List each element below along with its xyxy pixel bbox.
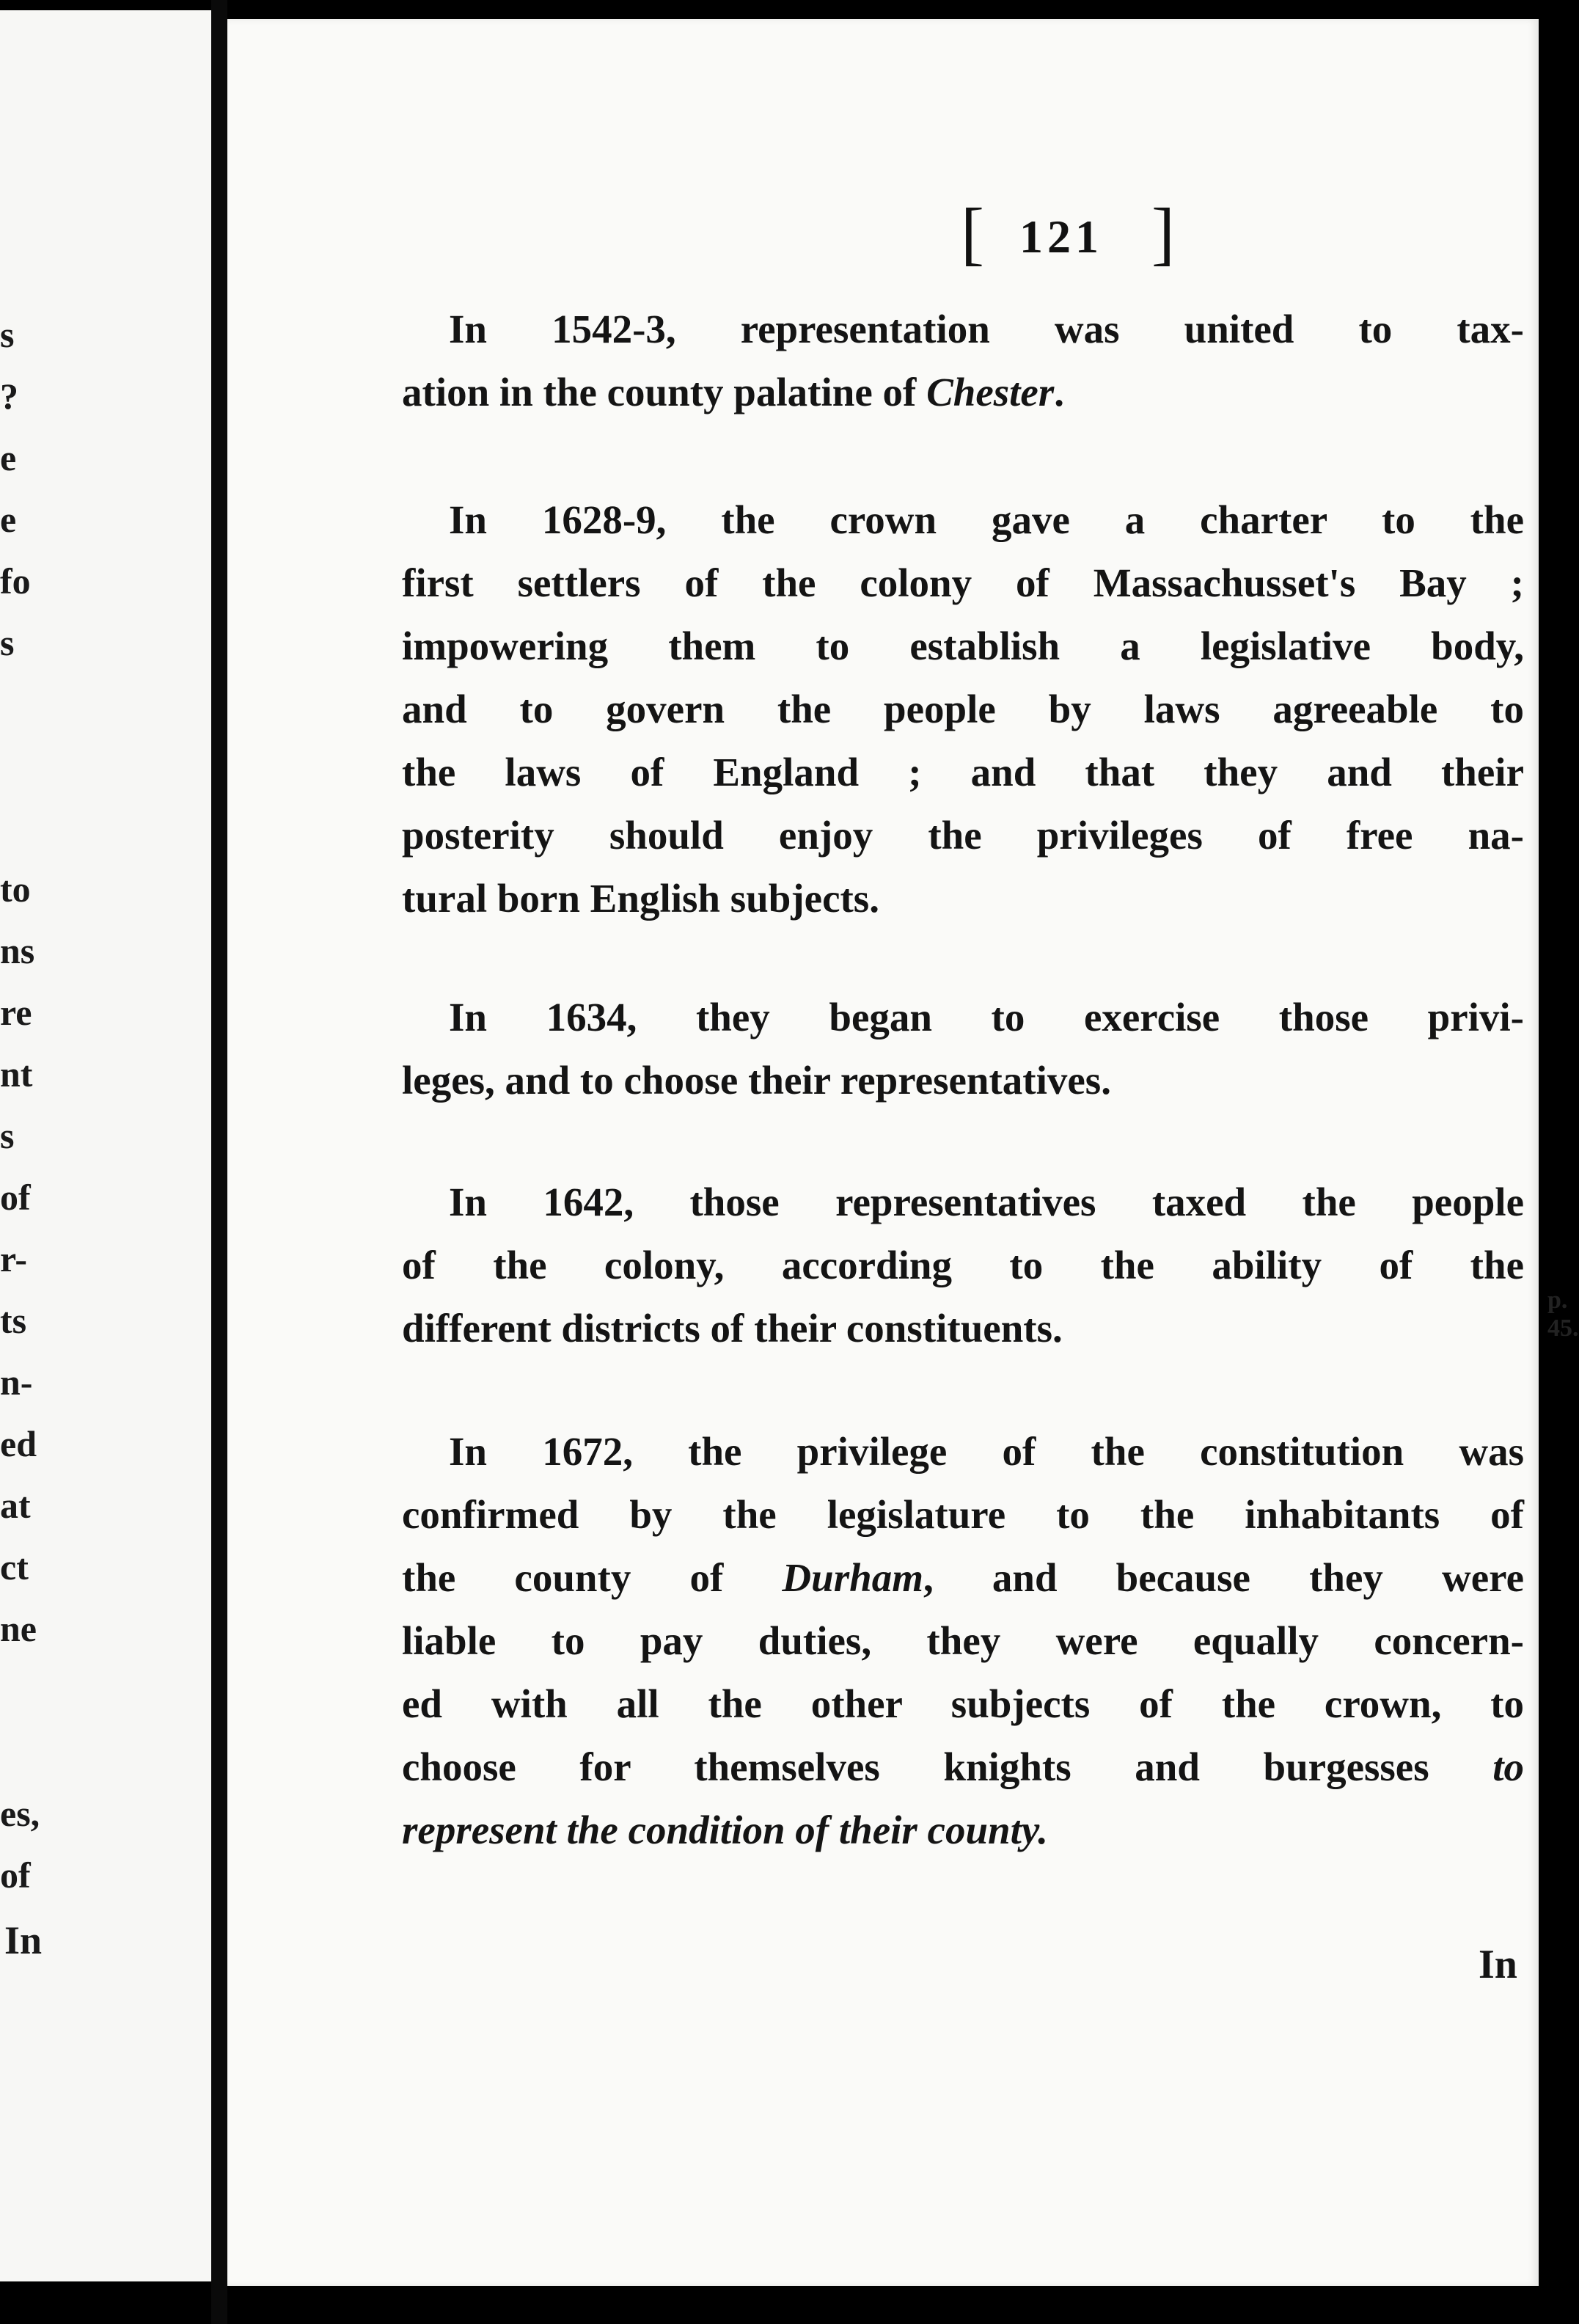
text-line <box>402 1546 1524 1609</box>
edge-fragment: to <box>0 869 31 910</box>
edge-fragment: of <box>0 1855 31 1896</box>
edge-fragment: es, <box>0 1793 40 1834</box>
marginal-note: p. 45. <box>1547 1287 1579 1342</box>
edge-fragment: ? <box>0 376 18 417</box>
text-line <box>402 1736 1524 1799</box>
left-page-catchword: In <box>4 1918 43 1962</box>
main-page <box>227 19 1579 2286</box>
catchword: In <box>1479 1942 1517 1987</box>
edge-fragment: ne <box>0 1608 37 1649</box>
edge-fragment: nt <box>0 1053 33 1095</box>
left-page-edge-text <box>0 304 40 1906</box>
header-open-bracket: [ <box>961 194 989 272</box>
text-line: and to govern the people by laws agreeable to <box>402 687 1524 731</box>
place-name-chester: Chester <box>926 370 1055 414</box>
text-line: In 1634, they began to exercise those privi- <box>449 995 1524 1039</box>
text-fragment: ation in the county palatine of <box>402 370 927 414</box>
paragraph-2 <box>402 489 1524 930</box>
edge-fragment: fo <box>0 560 31 602</box>
paragraph-1 <box>402 298 1524 424</box>
left-facing-page <box>0 10 211 2281</box>
edge-fragment: s <box>0 314 15 355</box>
text-line: represent the condition of their county. <box>402 1808 1049 1852</box>
text-line <box>402 361 1524 424</box>
paragraph-5 <box>402 1420 1524 1862</box>
text-line: posterity should enjoy the privileges of free na- <box>402 813 1524 858</box>
edge-fragment: e <box>0 499 17 540</box>
text-line: In 1628-9, the crown gave a charter to the <box>449 497 1524 542</box>
text-fragment: , and because they were <box>923 1555 1524 1600</box>
edge-fragment: re <box>0 992 32 1033</box>
header-close-bracket: ] <box>1151 194 1179 272</box>
text-line: liable to pay duties, they were equally concern- <box>402 1618 1524 1663</box>
text-line: different districts of their constituents. <box>402 1306 1063 1351</box>
edge-fragment: of <box>0 1177 31 1218</box>
text-line: ed with all the other subjects of the crown, to <box>402 1681 1524 1726</box>
text-line: tural born English subjects. <box>402 876 879 921</box>
edge-fragment: n- <box>0 1362 33 1403</box>
paragraph-4 <box>402 1171 1524 1360</box>
edge-fragment <box>0 1721 29 1783</box>
edge-fragment: ed <box>0 1423 37 1464</box>
text-line: first settlers of the colony of Massachusset's Bay ; <box>402 560 1524 605</box>
edge-fragment: at <box>0 1485 31 1526</box>
edge-fragment <box>0 1659 29 1721</box>
text-line: confirmed by the legislature to the inhabitants of <box>402 1492 1524 1537</box>
italic-phrase: to <box>1492 1744 1524 1789</box>
book-gutter <box>211 0 227 2324</box>
text-fragment: the county of <box>402 1555 783 1600</box>
edge-fragment: r- <box>0 1238 27 1279</box>
edge-fragment: e <box>0 437 17 478</box>
edge-fragment <box>0 797 29 858</box>
text-fragment: choose for themselves knights and burgesses <box>402 1744 1493 1789</box>
text-line: leges, and to choose their representatives. <box>402 1058 1111 1103</box>
edge-fragment: s <box>0 622 15 663</box>
text-line: In 1672, the privilege of the constitution was <box>449 1429 1524 1474</box>
edge-fragment: s <box>0 1115 15 1156</box>
text-line: In 1542-3, representation was united to tax- <box>449 307 1524 351</box>
text-fragment: . <box>1054 370 1064 414</box>
text-line: the laws of England ; and that they and their <box>402 750 1524 794</box>
text-line: impowering them to establish a legislative body, <box>402 624 1524 668</box>
edge-fragment: ts <box>0 1300 27 1341</box>
page-number: 121 <box>1019 211 1103 263</box>
edge-fragment <box>0 735 29 797</box>
edge-fragment: ct <box>0 1546 29 1587</box>
paragraph-3 <box>402 986 1524 1112</box>
edge-fragment: ns <box>0 930 35 971</box>
place-name-durham: Durham <box>782 1555 923 1600</box>
text-line: of the colony, according to the ability of the <box>402 1243 1524 1287</box>
edge-fragment <box>0 673 29 735</box>
text-line: In 1642, those representatives taxed the people <box>449 1180 1524 1224</box>
